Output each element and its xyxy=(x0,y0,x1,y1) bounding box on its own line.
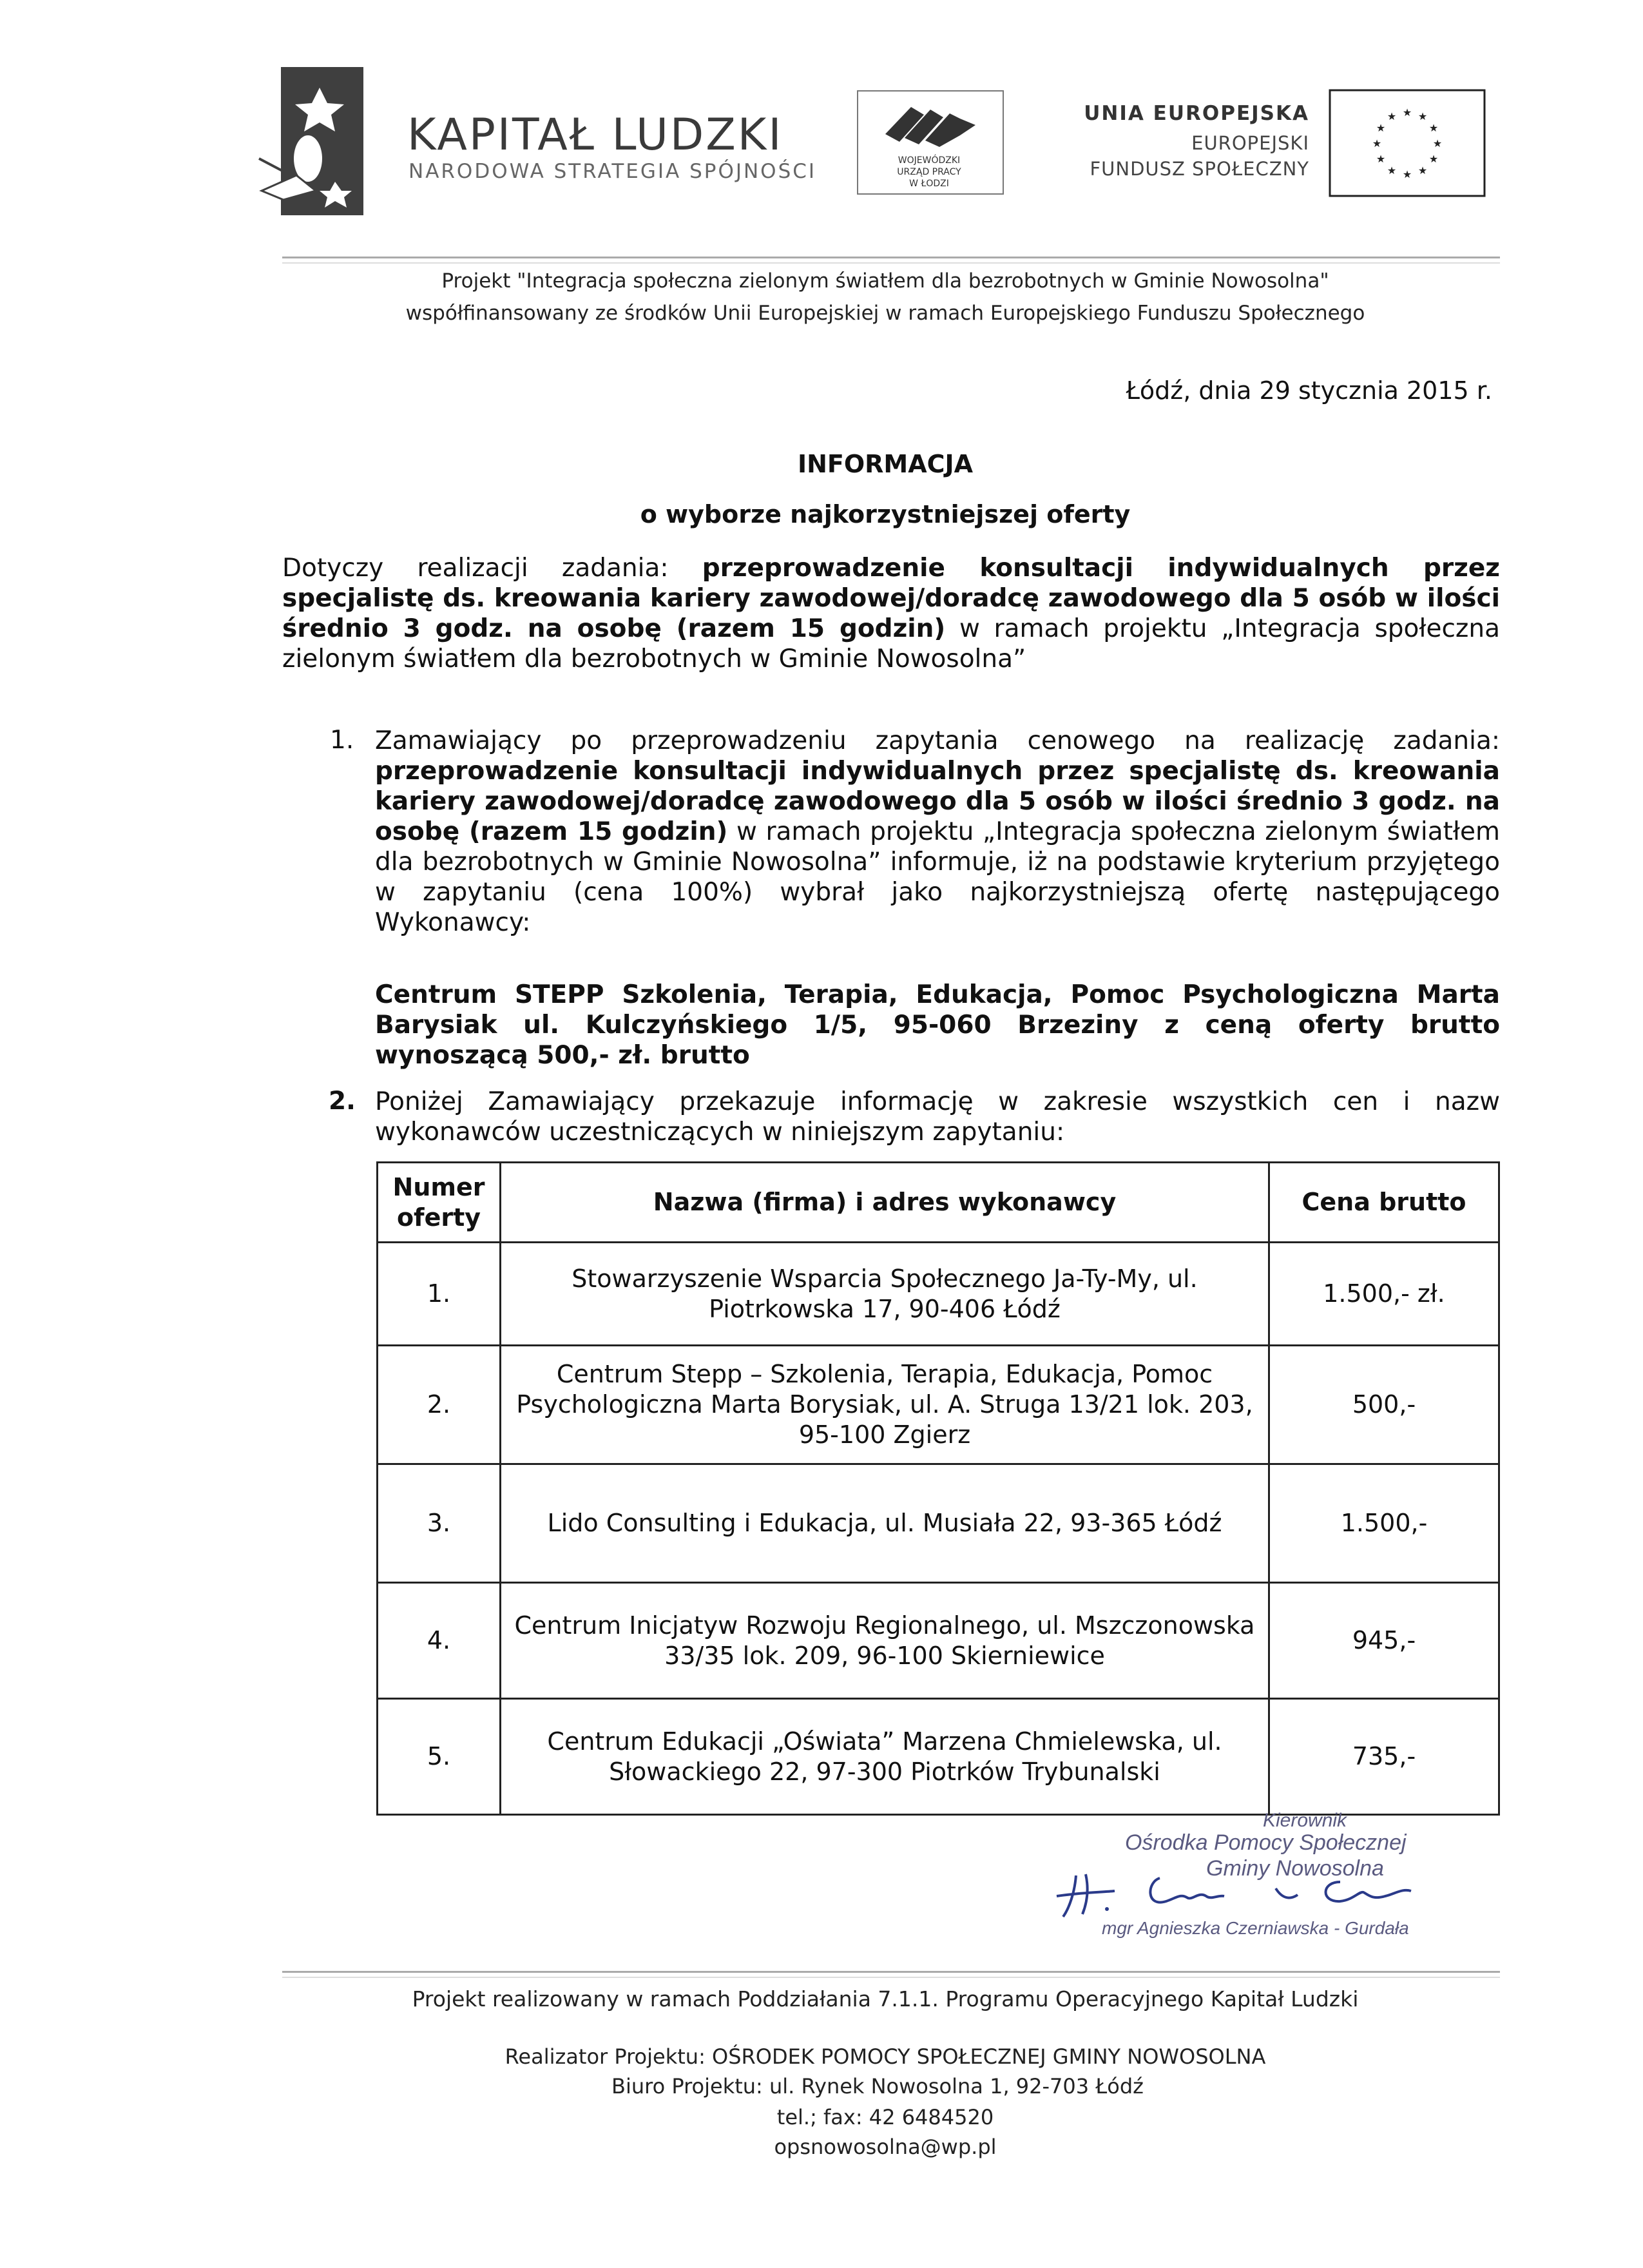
svg-text:★: ★ xyxy=(1432,137,1443,150)
offer-number: 4. xyxy=(378,1583,501,1699)
header-contractor: Nazwa (firma) i adres wykonawcy xyxy=(501,1163,1269,1243)
item-1-paragraph xyxy=(375,726,1500,938)
offer-contractor: Lido Consulting i Edukacja, ul. Musiała 22, 93-365 Łódź xyxy=(501,1464,1269,1583)
item-1-suffix: w ramach projektu „Integracja społeczna zielonym światłem dla bezrobotnych w Gminie Nowosolna” informuje, iż na podstawie kryterium przyjętego w zapytaniu (cena 100%) wybrał jako najkorzystniejszą ofertę następującego Wykonawcy: xyxy=(375,817,1500,937)
footer-office: Biuro Projektu: ul. Rynek Nowosolna 1, 92-703 Łódź xyxy=(611,2074,1144,2098)
ue-subtitle-1: EUROPEJSKI xyxy=(1191,132,1309,154)
footer-email: opsnowosolna@wp.pl xyxy=(774,2135,997,2159)
offer-number: 2. xyxy=(378,1346,501,1464)
stamp-municipality: Gminy Nowosolna xyxy=(1206,1856,1384,1881)
winner-paragraph xyxy=(375,980,1500,1071)
offer-contractor: Centrum Stepp – Szkolenia, Terapia, Edukacja, Pomoc Psychologiczna Marta Borysiak, ul. A. Struga 13/21 lok. 203, 95-100 Zgierz xyxy=(501,1346,1269,1464)
svg-text:★: ★ xyxy=(1402,168,1412,180)
footer-phone: tel.; fax: 42 6484520 xyxy=(776,2105,994,2129)
header-offer-number: Numer oferty xyxy=(378,1163,501,1243)
svg-text:★: ★ xyxy=(1387,110,1397,122)
project-line-1: Projekt "Integracja społeczna zielonym światłem dla bezrobotnych w Gminie Nowosolna" xyxy=(441,269,1329,293)
project-line-2: współfinansowany ze środków Unii Europejskiej w ramach Europejskiego Funduszu Społecznego xyxy=(405,302,1365,325)
svg-text:★: ★ xyxy=(1417,110,1428,122)
kapital-ludzki-title: KAPITAŁ LUDZKI xyxy=(407,110,783,160)
offer-price: 1.500,- zł. xyxy=(1269,1243,1499,1346)
offer-price: 1.500,- xyxy=(1269,1464,1499,1583)
stamp-position: Kierownik xyxy=(1263,1810,1347,1831)
footer-implementer: Realizator Projektu: OŚRODEK POMOCY SPOŁECZNEJ GMINY NOWOSOLNA xyxy=(504,2044,1266,2069)
handwritten-signature-icon xyxy=(1037,1863,1475,1921)
item-1-task: przeprowadzenie konsultacji indywidualnych przez specjalistę ds. kreowania kariery zawodowej/doradcę zawodowego dla 5 osób w ilości średnio 3 godz. na osobę (razem 15 godzin) xyxy=(375,757,1500,846)
ue-subtitle-2: FUNDUSZ SPOŁECZNY xyxy=(1090,158,1309,180)
document-title: INFORMACJA xyxy=(797,450,974,478)
stamp-signatory: mgr Agnieszka Czerniawska - Gurdała xyxy=(1102,1918,1409,1938)
table-row xyxy=(378,1464,1499,1583)
svg-text:★: ★ xyxy=(1372,137,1382,150)
offer-number: 5. xyxy=(378,1699,501,1815)
offers-table xyxy=(376,1161,1500,1816)
offer-number: 3. xyxy=(378,1464,501,1583)
offer-contractor: Centrum Inicjatyw Rozwoju Regionalnego, ul. Mszczonowska 33/35 lok. 209, 96-100 Skierniewice xyxy=(501,1583,1269,1699)
intro-prefix: Dotyczy realizacji zadania: xyxy=(282,554,702,583)
svg-text:★: ★ xyxy=(1428,122,1439,134)
header-price: Cena brutto xyxy=(1269,1163,1499,1243)
item-2-paragraph: Poniżej Zamawiający przekazuje informację w zakresie wszystkich cen i nazw wykonawców uczestniczących w niniejszym zapytaniu: xyxy=(375,1087,1500,1147)
table-header-row xyxy=(378,1163,1499,1243)
offer-price: 945,- xyxy=(1269,1583,1499,1699)
offer-contractor: Stowarzyszenie Wsparcia Społecznego Ja-Ty-My, ul. Piotrkowska 17, 90-406 Łódź xyxy=(501,1243,1269,1346)
svg-text:★: ★ xyxy=(1417,164,1428,177)
wup-line-1: WOJEWÓDZKI xyxy=(898,155,961,166)
wup-line-3: W ŁODZI xyxy=(909,179,949,189)
table-row xyxy=(378,1346,1499,1464)
header-divider xyxy=(282,257,1500,264)
svg-text:★: ★ xyxy=(1387,164,1397,177)
eu-flag-icon xyxy=(1329,89,1486,197)
kapital-ludzki-logo-icon xyxy=(258,62,369,220)
item-1-number: 1. xyxy=(330,726,354,755)
document-date: Łódź, dnia 29 stycznia 2015 r. xyxy=(1126,376,1492,405)
wup-logo-text xyxy=(858,155,1000,189)
item-2-number: 2. xyxy=(329,1087,356,1116)
svg-text:★: ★ xyxy=(1376,122,1386,134)
offer-contractor: Centrum Edukacji „Oświata” Marzena Chmielewska, ul. Słowackiego 22, 97-300 Piotrków Trybunalski xyxy=(501,1699,1269,1815)
svg-text:★: ★ xyxy=(1428,153,1439,165)
intro-task: przeprowadzenie konsultacji indywidualnych przez specjalistę ds. kreowania kariery zawodowej/doradcę zawodowego dla 5 osób w ilości średnio 3 godz. na osobę (razem 15 godzin) xyxy=(282,554,1500,643)
table-row xyxy=(378,1583,1499,1699)
footer-divider xyxy=(282,1971,1500,1978)
document-subtitle: o wyborze najkorzystniejszej oferty xyxy=(640,500,1131,528)
ue-title: UNIA EUROPEJSKA xyxy=(1084,102,1309,125)
wup-logo-icon xyxy=(866,95,992,153)
svg-text:★: ★ xyxy=(1376,153,1386,165)
svg-text:★: ★ xyxy=(1402,106,1412,119)
table-row xyxy=(378,1699,1499,1815)
offer-price: 735,- xyxy=(1269,1699,1499,1815)
intro-suffix: w ramach projektu „Integracja społeczna zielonym światłem dla bezrobotnych w Gminie Nowosolna” xyxy=(282,614,1501,674)
offer-price: 500,- xyxy=(1269,1346,1499,1464)
intro-paragraph xyxy=(282,553,1500,674)
stamp-institution: Ośrodka Pomocy Społecznej xyxy=(1125,1830,1407,1855)
item-1-prefix: Zamawiający po przeprowadzeniu zapytania cenowego na realizację zadania: xyxy=(375,726,1500,755)
kapital-ludzki-subtitle: NARODOWA STRATEGIA SPÓJNOŚCI xyxy=(408,160,817,183)
offer-number: 1. xyxy=(378,1243,501,1346)
wup-line-2: URZĄD PRACY xyxy=(897,167,961,177)
footer-programme: Projekt realizowany w ramach Poddziałania 7.1.1. Programu Operacyjnego Kapitał Ludzki xyxy=(412,1986,1359,2011)
winner-text: Centrum STEPP Szkolenia, Terapia, Edukacja, Pomoc Psychologiczna Marta Barysiak ul. Kulczyńskiego 1/5, 95-060 Brzeziny z ceną oferty brutto wynoszącą 500,- zł. brutto xyxy=(375,980,1500,1070)
table-row xyxy=(378,1243,1499,1346)
